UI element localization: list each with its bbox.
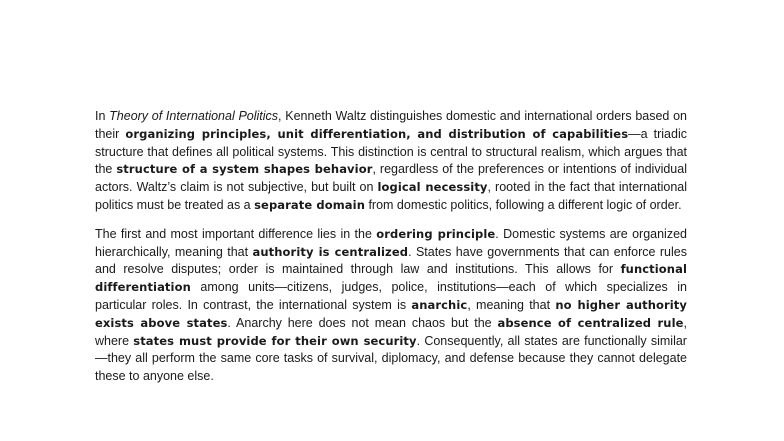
bold-emphasis: structure of a system shapes behavior [116,162,373,177]
bold-emphasis: authority is centralized [252,244,409,259]
text-segment: , where [95,315,688,348]
bold-emphasis: organizing principles, unit differentiation, and distribution of capabilities [125,126,629,141]
text-segment: —a triadic structure that defines all political systems. This distinction is central to structural realism, which argues that the [95,126,687,177]
bold-emphasis: states must provide for their own security [133,333,417,348]
bold-emphasis: functional differentiation [95,262,687,295]
document-body [95,108,687,386]
text-segment: , rooted in the fact that international politics must be treated as a [95,180,688,212]
paragraph-2 [95,226,687,386]
text-segment: . Consequently, all states are functionally similar—they all perform the same core tasks of survival, diplomacy, and defense because they cannot delegate these to anyone else. [95,333,687,384]
text-segment: , regardless of the preferences or intentions of individual actors. Waltz’s claim is not subjective, but built on [95,162,687,195]
book-title: Theory of International Politics [109,109,279,123]
bold-emphasis: ordering principle [376,226,496,241]
text-segment: , meaning that [467,297,556,312]
bold-emphasis: no higher authority exists above states [95,297,687,330]
text-segment: In [95,109,110,123]
text-segment: The first and most important difference lies in the [95,226,377,241]
text-segment: . States have governments that can enforce rules and resolve disputes; order is maintained through law and institutions. This allows for [95,244,687,277]
bold-emphasis: separate domain [254,197,365,212]
text-segment: from domestic politics, following a different logic of order. [364,197,682,212]
text-segment: . Anarchy here does not mean chaos but the [227,315,498,330]
paragraph-1 [95,108,687,215]
bold-emphasis: absence of centralized rule [497,315,684,330]
text-segment: . Domestic systems are organized hierarchically, meaning that [95,226,687,259]
bold-emphasis: logical necessity [377,180,488,195]
text-segment: among units—citizens, judges, police, institutions—each of which specializes in particular roles. In contrast, the international system is [95,280,687,312]
text-segment: , Kenneth Waltz distinguishes domestic and international orders based on their [95,109,687,141]
bold-emphasis: anarchic [411,297,468,312]
